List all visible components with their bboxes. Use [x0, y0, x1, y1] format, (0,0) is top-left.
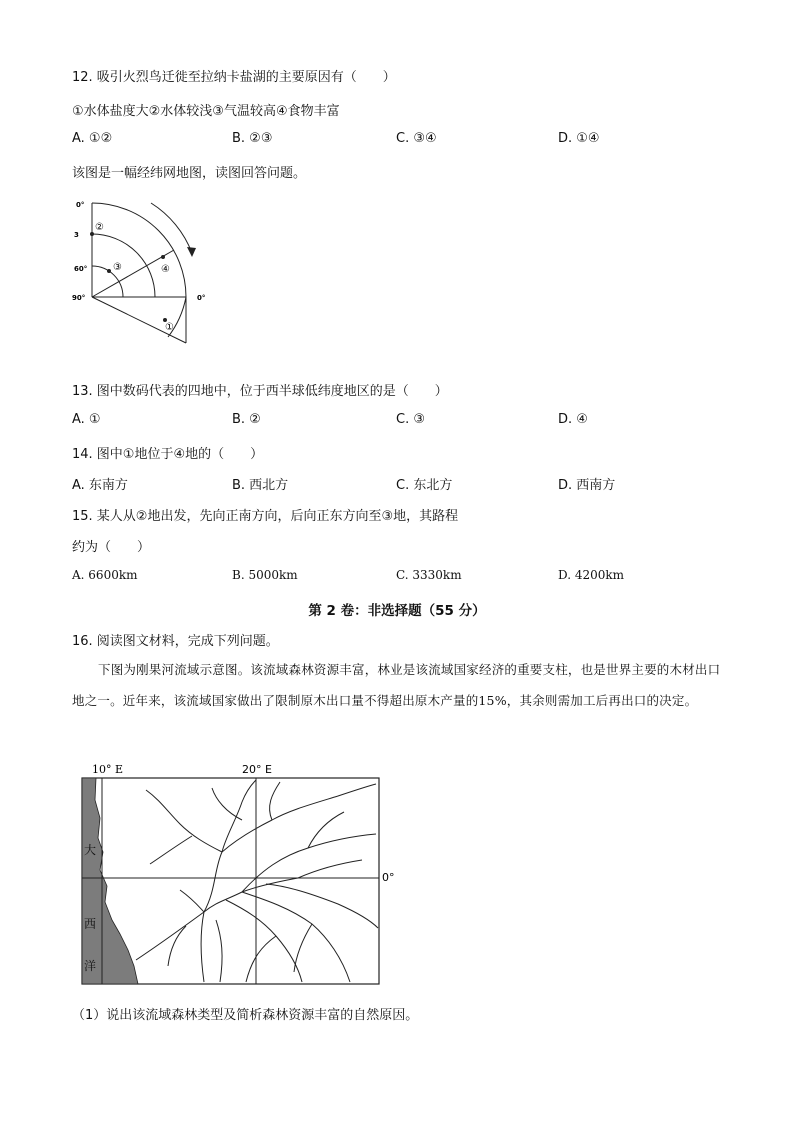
q14-option-b: B. 西北方	[232, 478, 289, 493]
q15-option-c: C. 3330km	[396, 568, 462, 582]
q16-stem: 16. 阅读图文材料，完成下列问题。	[72, 634, 279, 649]
q13-stem: 13. 图中数码代表的四地中，位于西半球低纬度地区的是（ ）	[72, 384, 448, 399]
congo-basin-map	[76, 760, 406, 988]
q12-reasons: ①水体盐度大②水体较浅③气温较高④食物丰富	[72, 104, 340, 119]
rotation-arrowhead	[187, 247, 196, 257]
point-4-dot	[161, 255, 165, 259]
q13-option-a: A. ①	[72, 412, 101, 427]
q13-option-c: C. ③	[396, 412, 425, 427]
q13-option-d: D. ④	[558, 412, 588, 427]
lon-label-20e: 20° E	[242, 763, 272, 776]
q12-option-d: D. ①④	[558, 131, 600, 146]
q15-stem-continued: 约为（ ）	[72, 540, 151, 555]
q16-sub1: （1）说出该流域森林类型及简析森林资源丰富的自然原因。	[72, 1008, 419, 1023]
point-3-label: ③	[113, 262, 122, 273]
point-1-label: ①	[165, 322, 174, 333]
q14-stem: 14. 图中①地位于④地的（ ）	[72, 447, 264, 462]
q12-stem: 12. 吸引火烈鸟迁徙至拉纳卡盐湖的主要原因有（ ）	[72, 70, 396, 85]
figure-intro: 该图是一幅经纬网地图，读图回答问题。	[72, 166, 307, 181]
point-2-label: ②	[95, 222, 104, 233]
q15-option-b: B. 5000km	[232, 568, 298, 582]
ocean-label-char-3: 洋	[84, 959, 97, 973]
lon-label-10e: 10° E	[92, 763, 124, 776]
q12-option-b: B. ②③	[232, 131, 273, 146]
lat-label-3: 3	[74, 231, 79, 239]
q13-option-b: B. ②	[232, 412, 261, 427]
lat-label-0: 0°	[76, 201, 85, 209]
q15-stem: 15. 某人从②地出发，先向正南方向，后向正东方向至③地，其路程	[72, 509, 459, 524]
q15-option-a: A. 6600km	[72, 568, 138, 582]
q12-option-a: A. ①②	[72, 131, 113, 146]
point-4-label: ④	[161, 264, 170, 275]
latlon-quadrant-figure	[66, 193, 226, 353]
atlantic-ocean-area	[82, 778, 138, 984]
lat-label-60: 60°	[74, 265, 88, 273]
q14-option-d: D. 西南方	[558, 478, 616, 493]
q12-option-c: C. ③④	[396, 131, 437, 146]
ocean-label-char-1: 大	[84, 843, 97, 857]
q14-option-c: C. 东北方	[396, 478, 453, 493]
q15-option-d: D. 4200km	[558, 568, 625, 582]
river-network	[136, 780, 378, 982]
lon-label-0: 0°	[197, 294, 206, 302]
q14-option-a: A. 东南方	[72, 478, 128, 493]
part2-title: 第 2 卷：非选择题（55 分）	[308, 603, 486, 619]
q16-material: 下图为刚果河流域示意图。该流域森林资源丰富，林业是该流域国家经济的重要支柱，也是世界主要的木材出口地之一。近年来，该流域国家做出了限制原木出口量不得超出原木产量的15%，其余则需加工后再出口的决定。	[72, 662, 721, 708]
point-3-dot	[107, 269, 111, 273]
equator-label: 0°	[382, 871, 395, 884]
point-2-dot	[90, 232, 94, 236]
lat-label-90: 90°	[72, 294, 86, 302]
ocean-label-char-2: 西	[84, 917, 97, 931]
